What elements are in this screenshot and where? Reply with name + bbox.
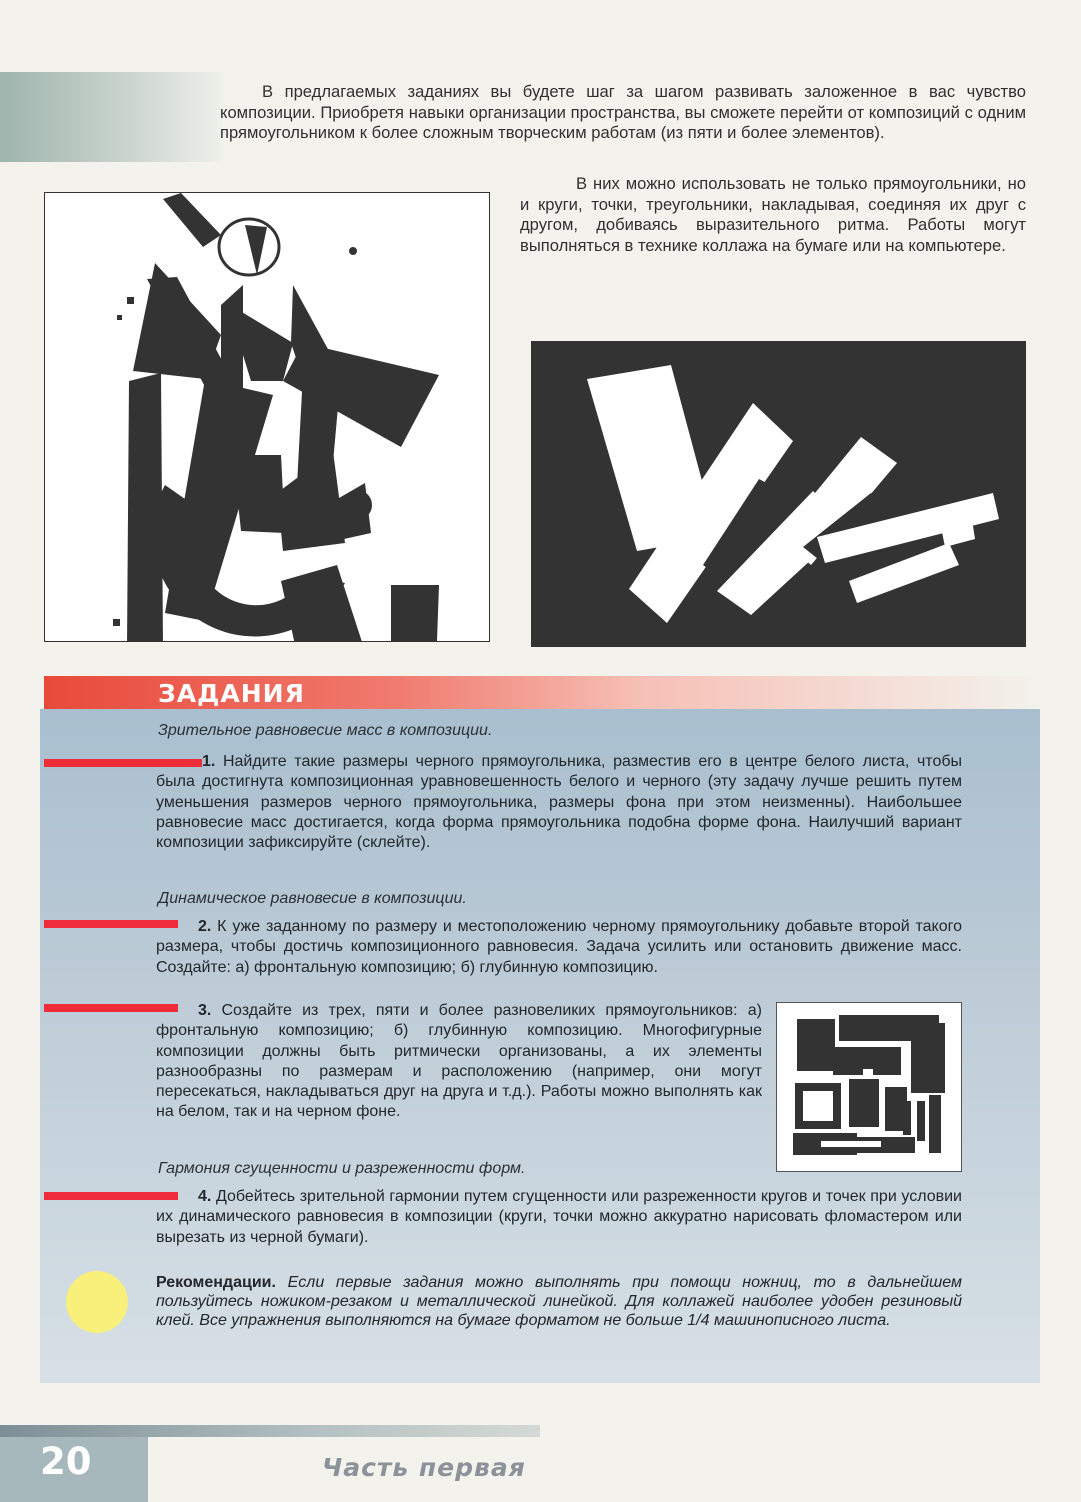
- recommendations: [156, 1273, 962, 1330]
- art1-dot: [349, 247, 357, 255]
- art1-dot: [113, 619, 120, 626]
- footer-line: [0, 1425, 540, 1437]
- task-1-text: Найдите такие размеры черного прямоугольника, разместив его в центре белого листа, чтобы была достигнута композиционная уравновешенность белого и черного (эту задачу лучше решить путем уменьшения размеров черного прямоугольника, размеры фона при этом неизменны). Наибольшее равновесие масс достигается, когда форма прямоугольника подобна форме фона. Наилучший вариант композиции зафиксируйте (склейте).: [156, 753, 962, 852]
- composition-artwork-black: [531, 341, 1026, 647]
- composition-thumbnail: [776, 1002, 962, 1172]
- thumbnail-svg: [777, 1003, 962, 1172]
- artwork-black-svg: [531, 341, 1026, 647]
- task-4-text: Добейтесь зрительной гармонии путем сгущенности или разреженности кругов и точек при условии их динамического равновесия в композиции (круги, точки можно аккуратно нарисовать фломастером или вырезать из черной бумаги).: [156, 1188, 962, 1246]
- recommendation-marker: [66, 1271, 128, 1333]
- thumb-rect: [863, 1069, 873, 1079]
- task-subtitle-1: Зрительное равновесие масс в композиции.: [158, 722, 493, 739]
- task-2-number: 2.: [198, 918, 212, 935]
- footer-part-title: Часть первая: [322, 1453, 526, 1482]
- art1-dot: [117, 315, 122, 320]
- thumb-rect: [903, 1101, 911, 1135]
- task-4: [156, 1187, 962, 1248]
- thumb-rect: [803, 1091, 833, 1121]
- thumb-rect: [929, 1095, 941, 1153]
- artwork-white-svg: [45, 193, 490, 642]
- task-3-number: 3.: [198, 1002, 212, 1019]
- composition-artwork-white: [44, 192, 490, 642]
- intro-paragraph-1: В предлагаемых заданиях вы будете шаг за шагом развивать заложенное в вас чувство композиции. Приобретя навыки организации пространства, вы сможете перейти от композиций с одним прямоугольником к более сложным творческим работам (из пяти и более элементов).: [220, 82, 1026, 143]
- art1-shape: [163, 193, 221, 247]
- task-3: [156, 1001, 762, 1123]
- recommendations-label: Рекомендации.: [156, 1274, 276, 1291]
- thumb-rect: [911, 1023, 945, 1093]
- page-number: 20: [40, 1440, 92, 1483]
- task-2-text: К уже заданному по размеру и местоположению черному прямоугольнику добавьте второй такого размера, чтобы достичь композиционного равновесия. Задача усилить или остановить движение масс. Создайте: а) фронтальную композицию; б) глубинную композицию.: [156, 918, 962, 976]
- task-1: [156, 752, 962, 853]
- task-4-number: 4.: [198, 1188, 212, 1205]
- task-2: [156, 917, 962, 978]
- task-1-number: 1.: [202, 753, 216, 770]
- art1-shape: [233, 455, 285, 533]
- thumb-rect: [849, 1079, 879, 1127]
- recommendations-text: Если первые задания можно выполнять при помощи ножниц, то в дальнейшем пользуйтесь ножиком-резаком и металлической линейкой. Для коллажей наиболее удобен резиновый клей. Все упражнения выполняются на бумаге форматом не больше 1/4 машинописного листа.: [156, 1274, 962, 1329]
- top-decor-band: [0, 72, 222, 162]
- thumb-rect: [797, 1019, 835, 1071]
- task-subtitle-2: Динамическое равновесие в композиции.: [158, 890, 467, 907]
- tasks-section-title: ЗАДАНИЯ: [158, 679, 305, 708]
- thumb-rect: [821, 1141, 881, 1147]
- art1-shape: [391, 585, 439, 641]
- art1-circle: [342, 490, 372, 520]
- thumb-rect: [917, 1101, 925, 1141]
- art1-dot: [127, 297, 134, 304]
- intro-paragraph-2: В них можно использовать не только прямоугольники, но и круги, точки, треугольники, накладывая, соединяя их друг с другом, добиваясь выразительного ритма. Работы могут выполняться в технике коллажа на бумаге или на компьютере.: [520, 174, 1026, 255]
- task-subtitle-3: Гармония сгущенности и разреженности форм.: [158, 1160, 526, 1177]
- art1-shape: [281, 565, 363, 642]
- tasks-section-header: [44, 676, 1040, 709]
- task-3-text: Создайте из трех, пяти и более разновеликих прямоугольников: а) фронтальную композицию; б) глубинную композицию. Многофигурные композиции должны быть ритмически организованы, а их элементы разнообразны по размерам и расположению (например, они могут пересекаться, накладываться друг на друга и т.д.). Работы можно выполнять как на белом, так и на черном фоне.: [156, 1002, 762, 1121]
